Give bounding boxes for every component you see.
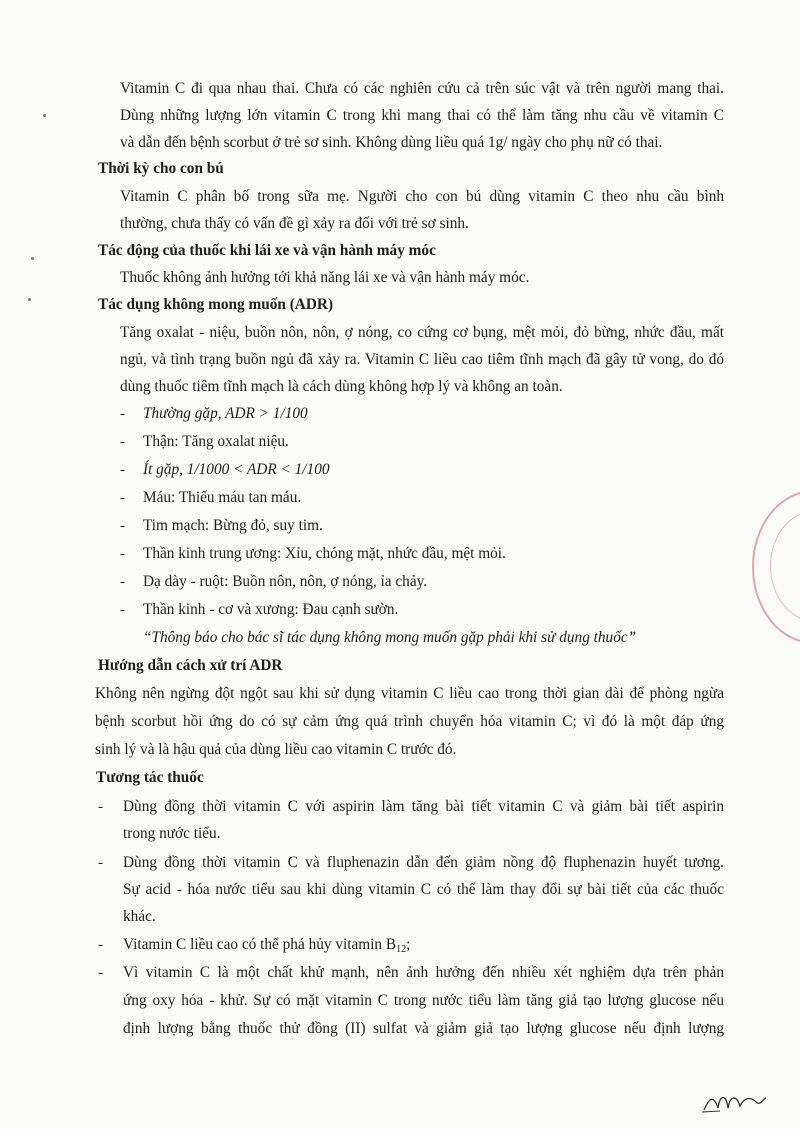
subscript: 12 bbox=[396, 944, 407, 955]
list-item bbox=[123, 935, 410, 960]
scan-dot bbox=[31, 257, 34, 260]
text-line: Vitamin C phân bố trong sữa mẹ. Người cho con bú dùng vitamin C theo nhu cầu bình bbox=[120, 188, 724, 205]
list-item: Dùng đồng thời vitamin C và fluphenazin dẫn đến giảm nồng độ fluphenazin huyết tương. bbox=[123, 854, 724, 871]
bullet-dash: - bbox=[120, 602, 125, 618]
bullet-dash: - bbox=[120, 518, 125, 534]
bullet-dash: - bbox=[98, 799, 103, 815]
bullet-dash: - bbox=[120, 490, 125, 506]
bullet-dash: - bbox=[98, 937, 103, 953]
text-line: ngủ, và tình trạng buồn ngủ đã xảy ra. Vitamin C liều cao tiêm tĩnh mạch đã gây tử vong, do đó bbox=[120, 351, 724, 368]
section-heading-adr-handling: Hướng dẫn cách xử trí ADR bbox=[98, 657, 283, 674]
list-item: Dùng đồng thời vitamin C với aspirin làm tăng bài tiết vitamin C và giảm bài tiết aspirin bbox=[123, 798, 724, 815]
scan-dot bbox=[43, 114, 46, 117]
notice-quote: “Thông báo cho bác sĩ tác dụng không mong muốn gặp phải khi sử dụng thuốc” bbox=[143, 629, 637, 646]
bullet-dash: - bbox=[120, 406, 125, 422]
list-item-continuation: khác. bbox=[123, 908, 156, 925]
section-heading-breastfeeding: Thời kỳ cho con bú bbox=[98, 160, 224, 177]
text-line: sinh lý và là hậu quả của dùng liều cao vitamin C trước đó. bbox=[95, 741, 457, 758]
signature-initials bbox=[700, 1088, 770, 1118]
list-item: Máu: Thiếu máu tan máu. bbox=[143, 489, 302, 506]
text-line: Dùng những lượng lớn vitamin C trong khi mang thai có thể làm tăng nhu cầu về vitamin C bbox=[120, 107, 724, 124]
section-heading-driving: Tác động của thuốc khi lái xe và vận hành máy móc bbox=[98, 242, 436, 259]
list-item-continuation: trong nước tiểu. bbox=[123, 825, 221, 842]
bullet-dash: - bbox=[120, 546, 125, 562]
bullet-dash: - bbox=[98, 965, 103, 981]
list-item: Thận: Tăng oxalat niệu. bbox=[143, 433, 289, 450]
list-item: Ít gặp, 1/1000 < ADR < 1/100 bbox=[143, 461, 330, 478]
text-line: Vitamin C đi qua nhau thai. Chưa có các nghiên cứu cả trên súc vật và trên người mang thai. bbox=[120, 80, 724, 97]
list-item: Tim mạch: Bừng đỏ, suy tim. bbox=[143, 517, 323, 534]
list-item-continuation: định lượng bằng thuốc thử đồng (II) sulfat và giảm giả tạo lượng glucose nếu định lượng bbox=[123, 1020, 724, 1037]
bullet-dash: - bbox=[120, 462, 125, 478]
text-line: bệnh scorbut hồi ứng do có sự cảm ứng quá trình chuyển hóa vitamin C; vì đó là một đáp ứng bbox=[95, 713, 724, 730]
list-item: Vì vitamin C là một chất khử mạnh, nên ảnh hưởng đến nhiều xét nghiệm dựa trên phản bbox=[123, 964, 724, 981]
section-heading-adr: Tác dụng không mong muốn (ADR) bbox=[98, 296, 334, 313]
text-line: và dẫn đến bệnh scorbut ở trẻ sơ sinh. Không dùng liều quá 1g/ ngày cho phụ nữ có thai. bbox=[120, 134, 663, 151]
scan-dot bbox=[28, 298, 31, 301]
list-item-continuation: Sự acid - hóa nước tiểu sau khi dùng vitamin C có thể làm thay đổi sự bài tiết của các thuốc bbox=[123, 881, 724, 898]
text-line: Thuốc không ảnh hưởng tới khả năng lái xe và vận hành máy móc. bbox=[120, 269, 530, 286]
section-heading-interactions: Tương tác thuốc bbox=[96, 769, 204, 786]
list-item: Dạ dày - ruột: Buồn nôn, nôn, ợ nóng, ỉa chảy. bbox=[143, 573, 428, 590]
list-item: Thần kinh - cơ và xương: Đau cạnh sườn. bbox=[143, 601, 399, 618]
bullet-dash: - bbox=[120, 574, 125, 590]
list-item: Thường gặp, ADR > 1/100 bbox=[143, 405, 308, 422]
text-line: dùng thuốc tiêm tĩnh mạch là cách dùng không hợp lý và không an toàn. bbox=[120, 378, 563, 395]
text-line: Không nên ngừng đột ngột sau khi sử dụng vitamin C liều cao trong thời gian dài để phòng ngừa bbox=[95, 685, 724, 702]
list-item-continuation: ứng oxy hóa - khử. Sự có mặt vitamin C trong nước tiểu làm tăng giả tạo lượng glucose nếu bbox=[123, 992, 724, 1009]
text-line: thường, chưa thấy có vấn đề gì xảy ra đối với trẻ sơ sinh. bbox=[120, 215, 469, 232]
text-span: Vitamin C liều cao có thể phá hủy vitamin B bbox=[123, 936, 397, 953]
text-line: Tăng oxalat - niệu, buồn nôn, nôn, ợ nóng, co cứng cơ bụng, mệt mỏi, đỏ bừng, nhức đầu, mất bbox=[120, 324, 724, 341]
text-span: ; bbox=[406, 936, 411, 953]
bullet-dash: - bbox=[120, 434, 125, 450]
list-item: Thần kinh trung ương: Xỉu, chóng mặt, nhức đầu, mệt mỏi. bbox=[143, 545, 506, 562]
bullet-dash: - bbox=[98, 855, 103, 871]
